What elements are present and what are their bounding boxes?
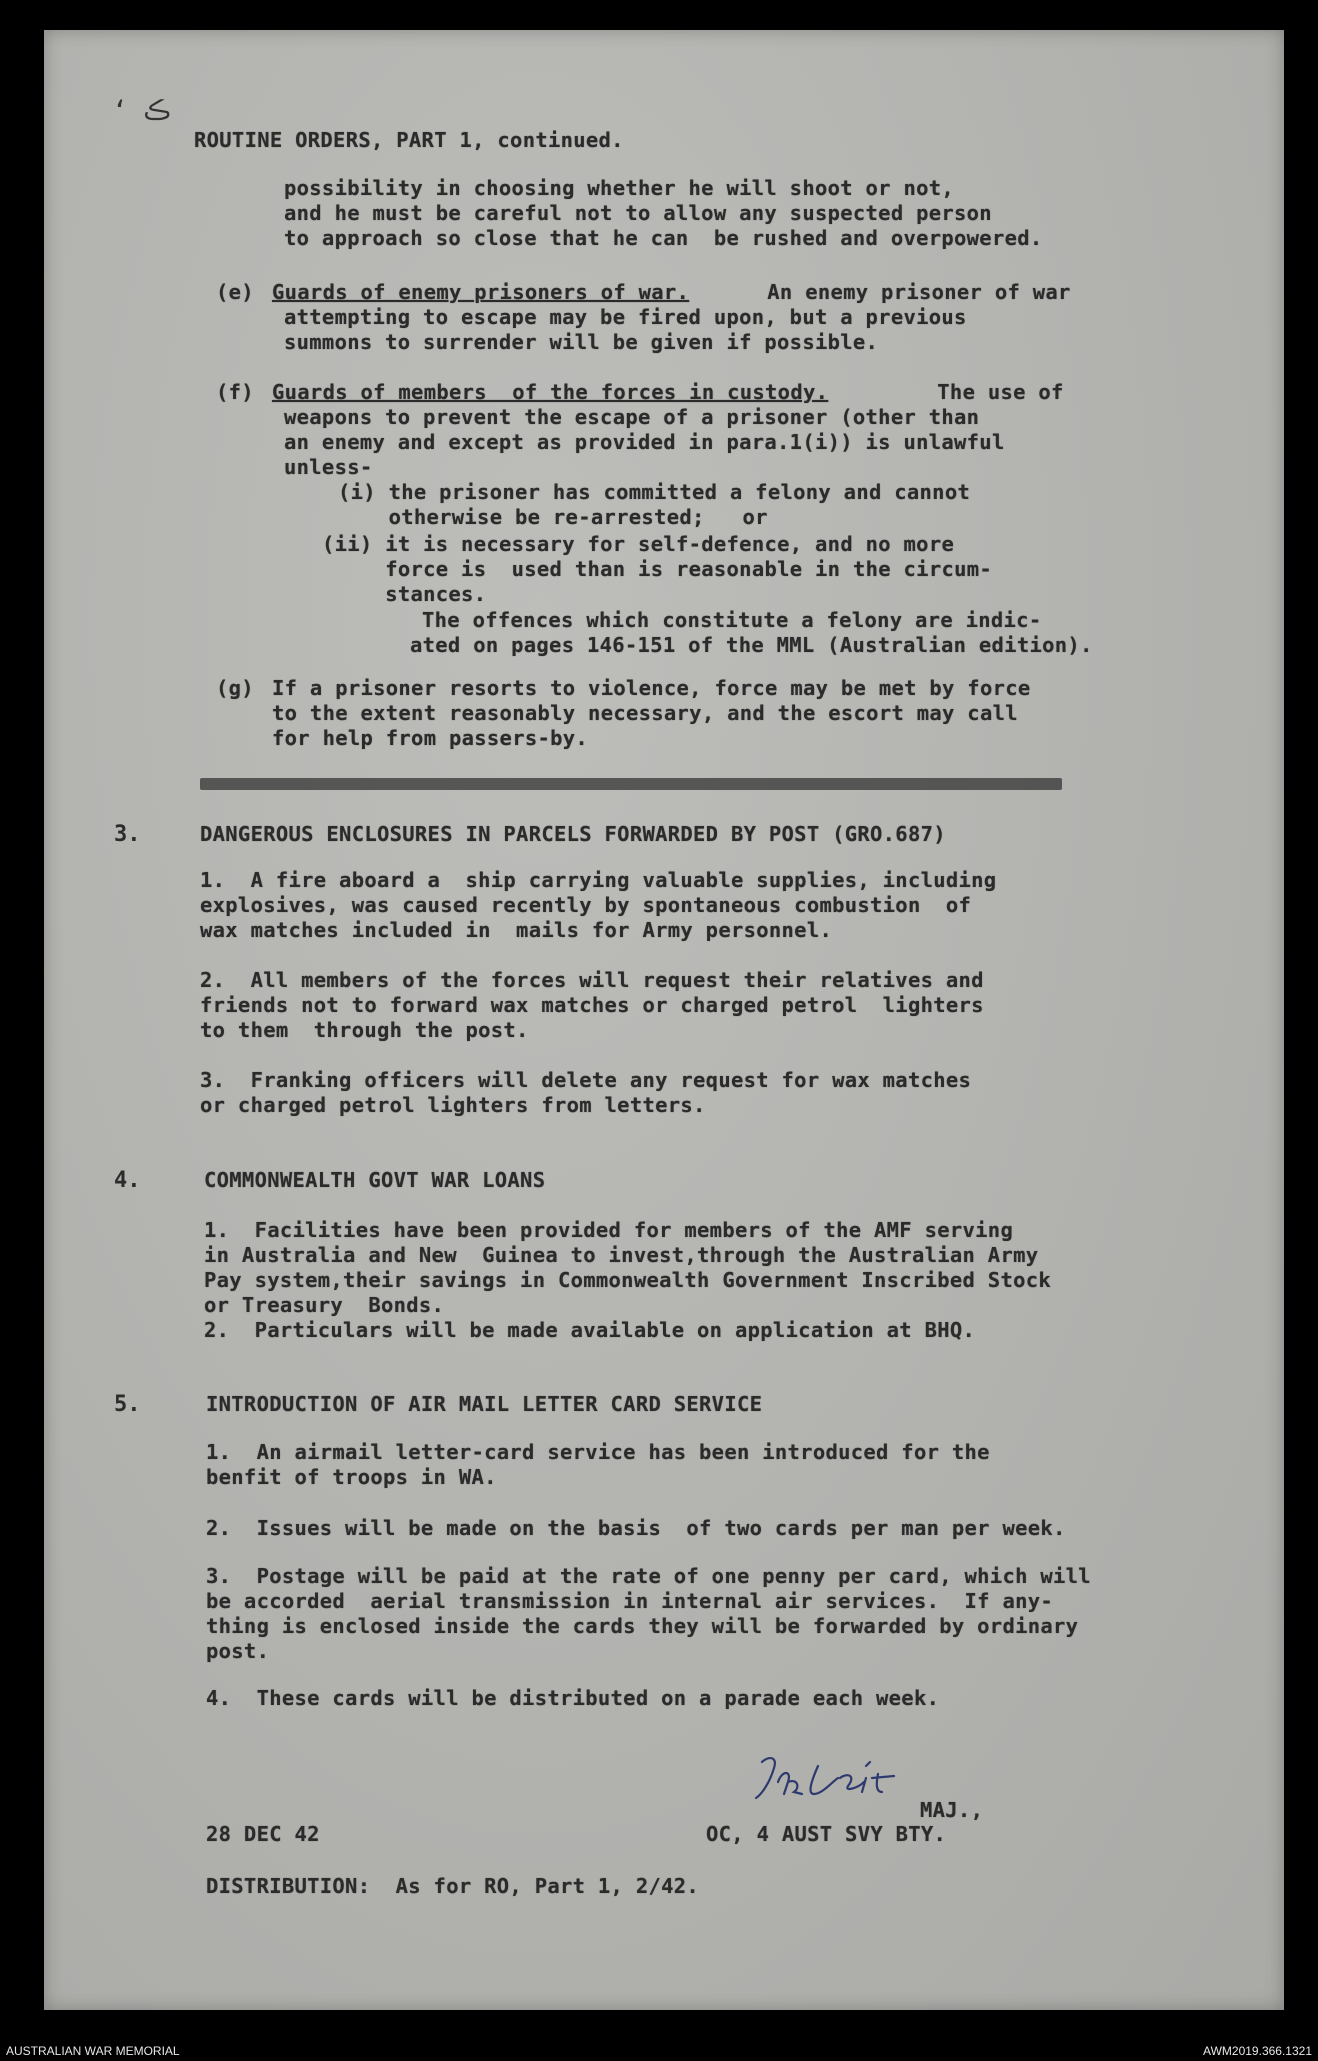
subclause-ii: (ii) it is necessary for self-defence, and no more <box>322 532 955 556</box>
handwritten-signature <box>748 1748 918 1808</box>
section-4-title: COMMONWEALTH GOVT WAR LOANS <box>204 1168 546 1192</box>
archive-footer <box>0 2040 1318 2061</box>
archive-credit: AUSTRALIAN WAR MEMORIAL <box>6 2044 180 2058</box>
paragraph-e-title: Guards of enemy prisoners of war. <box>272 280 690 304</box>
distribution-line: DISTRIBUTION: As for RO, Part 1, 2/42. <box>206 1874 700 1898</box>
archive-reference: AWM2019.366.1321 <box>1203 2044 1312 2058</box>
pencil-mark: ʻ ڪ <box>112 96 171 126</box>
signatory-unit: OC, 4 AUST SVY BTY. <box>706 1822 947 1846</box>
felony-note: The offences which constitute a felony are indic- <box>422 608 1042 632</box>
section-3-title: DANGEROUS ENCLOSURES IN PARCELS FORWARDED BY POST (GRO.687) <box>200 822 946 846</box>
signatory-rank: MAJ., <box>920 1798 984 1822</box>
subclause-i: (i) the prisoner has committed a felony and cannot <box>338 480 971 504</box>
page-heading: ROUTINE ORDERS, PART 1, continued. <box>194 128 624 152</box>
struck-out-line <box>200 778 1062 790</box>
order-date: 28 DEC 42 <box>206 1822 320 1846</box>
section-5-title: INTRODUCTION OF AIR MAIL LETTER CARD SERVICE <box>206 1392 763 1416</box>
paragraph-f-title: Guards of members of the forces in custody. <box>272 380 829 404</box>
